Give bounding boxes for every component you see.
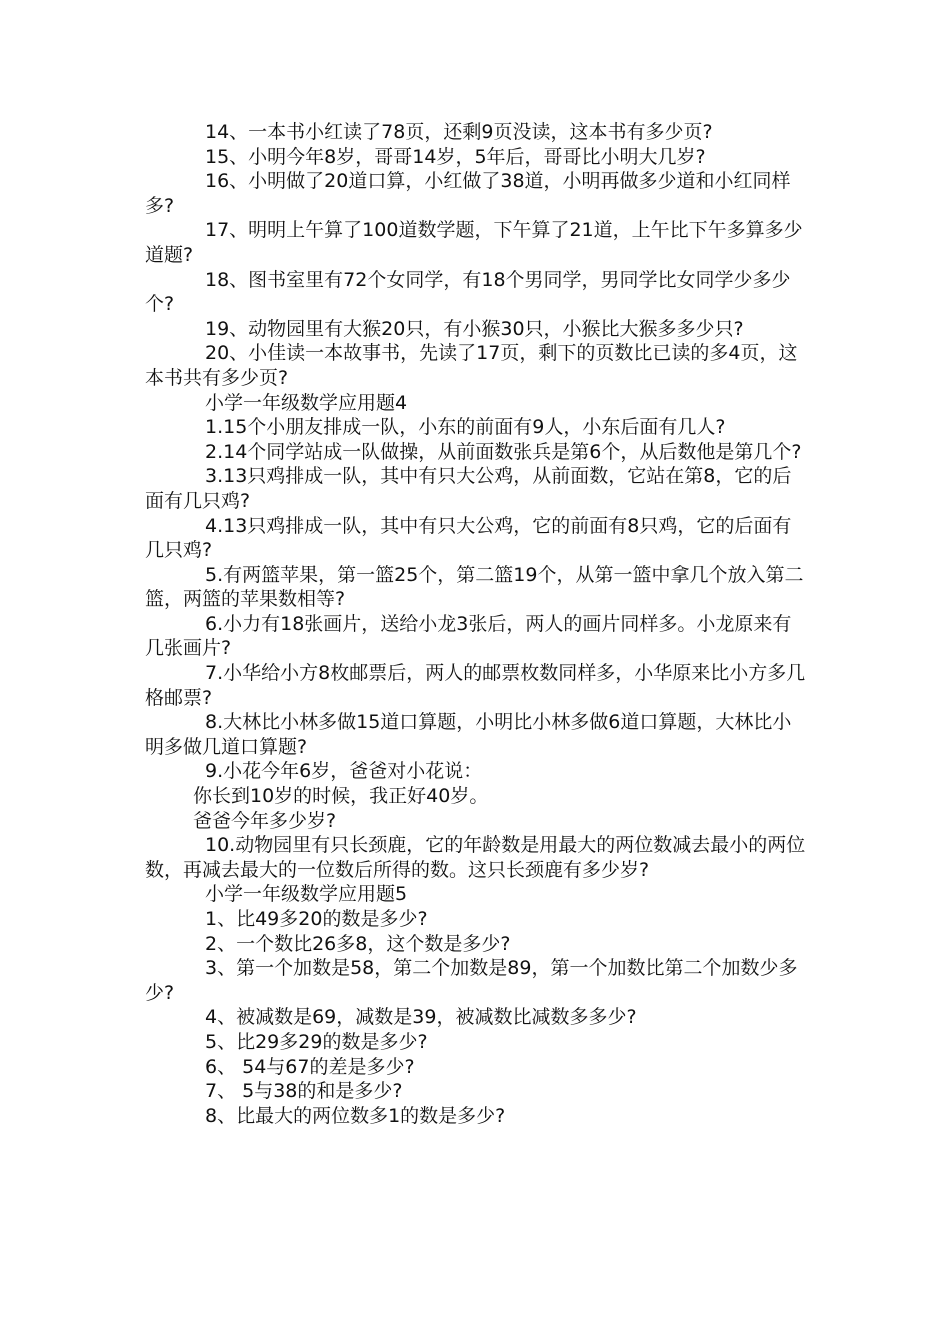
section4-question-9: 9.小花今年6岁，爸爸对小花说： (205, 760, 483, 783)
question-17: 17、明明上午算了100道数学题，下午算了21道，上午比下午多算多少道题? (145, 219, 803, 266)
section4-question-5: 5.有两篮苹果，第一篮25个，第二篮19个，从第一篮中拿几个放入第二篮，两篮的苹果数相等? (145, 563, 804, 611)
section5-question-8: 8、比最大的两位数多1的数是多少? (205, 1104, 506, 1127)
section5-question-1: 1、比49多20的数是多少? (205, 908, 428, 930)
question-15: 15、小明今年8岁，哥哥14岁，5年后，哥哥比小明大几岁? (205, 145, 706, 168)
document-body (145, 120, 810, 1128)
question-18: 18、图书室里有72个女同学，有18个男同学，男同学比女同学少多少个? (145, 268, 791, 316)
section4-question-9-quote: 你长到10岁的时候，我正好40岁。 (193, 785, 489, 808)
section5-question-5: 5、比29多29的数是多少? (205, 1030, 428, 1053)
section4-question-6: 6.小力有18张画片，送给小龙3张后，两人的画片同样多。小龙原来有几张画片? (145, 612, 792, 660)
section4-question-1: 1.15个小朋友排成一队，小东的前面有9人，小东后面有几人? (205, 416, 726, 439)
question-20: 20、小佳读一本故事书，先读了17页，剩下的页数比已读的多4页，这本书共有多少页? (145, 342, 798, 389)
section5-question-4: 4、被减数是69，减数是39，被减数比减数多多少? (205, 1006, 637, 1029)
section4-question-7: 7.小华给小方8枚邮票后，两人的邮票枚数同样多，小华原来比小方多几格邮票? (145, 662, 806, 709)
question-16: 16、小明做了20道口算，小红做了38道，小明再做多少道和小红同样多? (145, 170, 791, 217)
section5-question-2: 2、一个数比26多8，这个数是多少? (205, 932, 511, 955)
section-heading-5: 小学一年级数学应用题5 (205, 883, 408, 906)
section5-question-3: 3、第一个加数是58，第二个加数是89，第一个加数比第二个加数少多少? (145, 957, 798, 1004)
section4-question-9-ask: 爸爸今年多少岁? (193, 809, 337, 832)
section4-question-2: 2.14个同学站成一队做操，从前面数张兵是第6个，从后数他是第几个? (205, 440, 802, 463)
section4-question-8: 8.大林比小林多做15道口算题，小明比小林多做6道口算题，大林比小明多做几道口算题? (145, 711, 792, 758)
question-14: 14、一本书小红读了78页，还剩9页没读，这本书有多少页? (205, 121, 713, 143)
question-19: 19、动物园里有大猴20只，有小猴30只，小猴比大猴多多少只? (205, 317, 744, 340)
section5-question-6: 6、 54与67的差是多少? (205, 1055, 415, 1078)
section5-question-7: 7、 5与38的和是多少? (205, 1080, 403, 1103)
section-heading-4: 小学一年级数学应用题4 (205, 391, 408, 414)
section4-question-3: 3.13只鸡排成一队，其中有只大公鸡，从前面数，它站在第8，它的后面有几只鸡? (145, 465, 792, 512)
section4-question-4: 4.13只鸡排成一队，其中有只大公鸡，它的前面有8只鸡，它的后面有几只鸡? (145, 514, 792, 562)
section4-question-10: 10.动物园里有只长颈鹿，它的年龄数是用最大的两位数减去最小的两位数，再减去最大的一位数后所得的数。这只长颈鹿有多少岁? (145, 834, 806, 881)
